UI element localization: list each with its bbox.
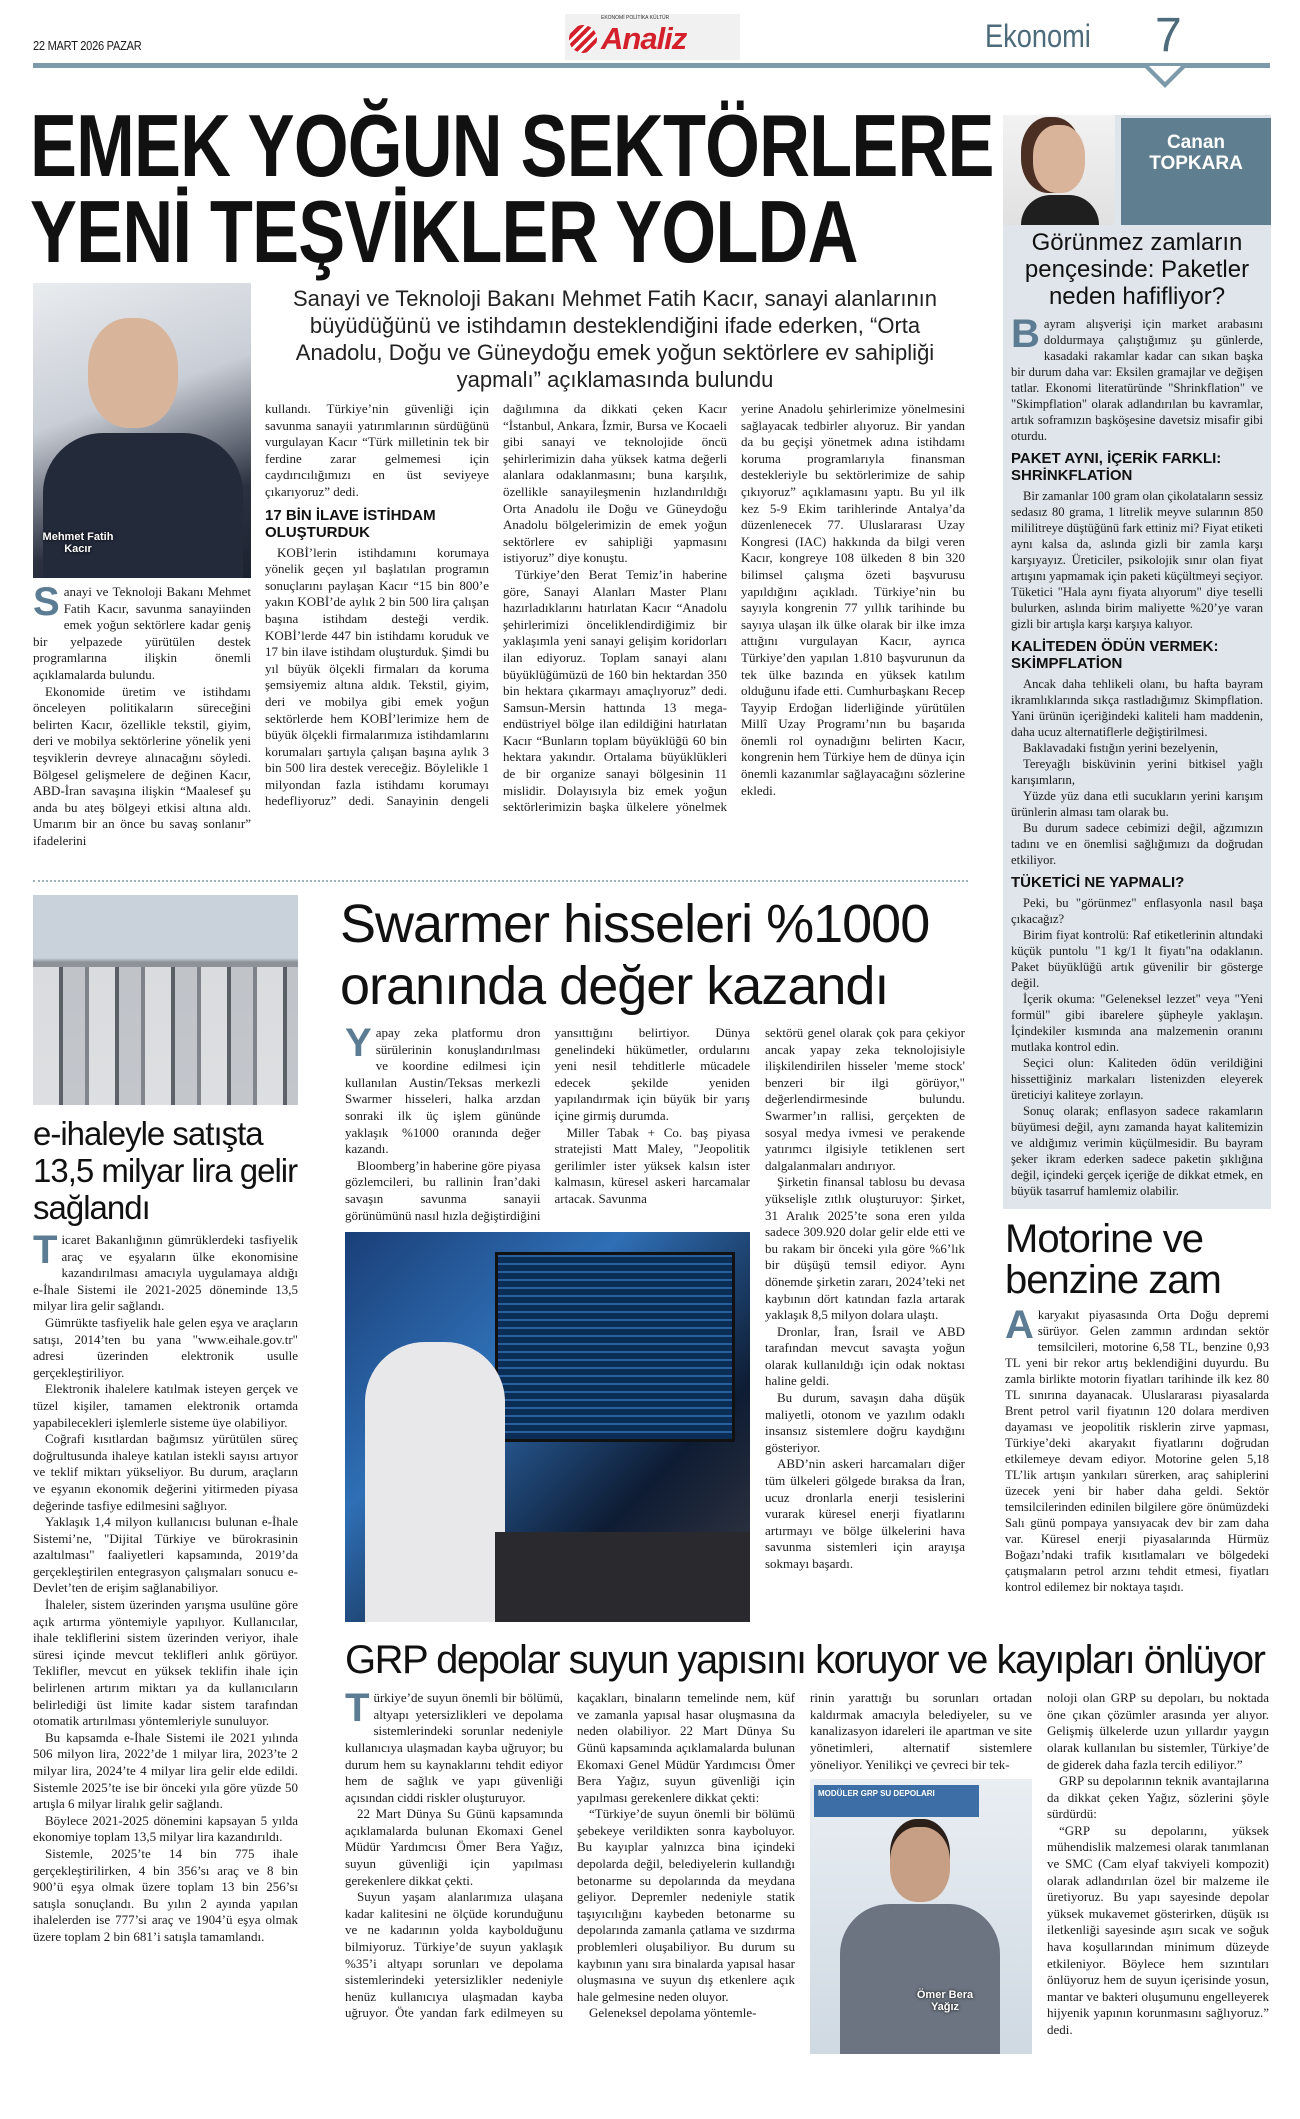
columnist-photo (1003, 115, 1115, 225)
paragraph: Geleneksel depolama yöntemle- (589, 2005, 757, 2021)
swarmer-body-top (345, 1021, 750, 1224)
issue-date: 22 MART 2026 PAZAR (33, 38, 142, 53)
logo-swirl-icon (569, 25, 597, 53)
subheading: KALİTEDEN ÖDÜN VERMEK: SKİMPFLATİON (1011, 638, 1219, 672)
columnist-face (1033, 125, 1085, 193)
paragraph: kullandı. Türkiye’nin güvenliği için savunma sanayii yatırımlarının sürdüğünü vurgulayan Kacır “Türk milletinin tek bir ferdine zarar gelmemesi için caydırıcılığımızı en üst seviyeye çıkarıyoruz” dedi. (265, 401, 489, 499)
portrait-suit (43, 433, 243, 578)
columnist-clothing (1021, 195, 1099, 225)
grp-middle (810, 1690, 1032, 2054)
paragraph: 22 Mart Dünya Su Günü kapsamında açıklamalarda bulunan Ekomaxi Genel Müdür Yardımcısı Ömer Bera Yağız, suyun güvenliği için yapılması gerekenlere dikkat çekti. (345, 1806, 563, 1888)
paragraph: Bloomberg’in haberine göre piyasa gözlemcileri, bu rallinin İran’daki savaşın savunma sanayii görünümünü nasıl hızla değiştirdiğini yansıttığını belirtiyor. Dünya genelindeki hükümetler, ordularını yeni nesil tehditlerle mücadele edecek şekilde yeniden yapılandırmak için büyük bir yarış içine girmiş durumda. (345, 1025, 750, 1223)
paragraph: “GRP su depolarını, yüksek mühendislik malzemesi olarak tanımlanan ve SMC (Cam elyaf takviyeli kompozit) olarak adlandırılan özel bir malzeme ile üretiyoruz. Bu yapı sayesinde depolar yüksek mukavemet gösterirken, düşük ısı iletkenliği sayesinde aşırı sıcak ve soğuk hava koşullarından minimum düzeyde etkileniyor. Böylece hem sızıntıları önlüyoruz hem de suyun içerisinde yosun, mantar ve bakteri oluşumunu engelleyerek hijyenik yapının korunmasını sağlıyoruz.” dedi. (1047, 1822, 1269, 2037)
section-name: Ekonomi (985, 18, 1091, 54)
swarmer-left (345, 1021, 750, 1622)
paragraph: Suyun yaşam alanlarımıza ulaşana kadar kalitesini ne ölçüde korunduğunu ve ne kadarının yolda kaybolduğunu bilmiyoruz. Türkiye’de suyun yaklaşık %35’i altyapı sorunları ve depolama sistemlerindeki yetersizlikler nedeniyle henüz kullanıcıya ulaşmadan kayba uğruyor. Öte yandan fark edilmeyen su kaçakları, binaların temelinde nem, küf ve zamanla yapısal hasar oluşmasına da neden olabiliyor. 22 Mart Dünya Su Günü kapsamında açıklamalarda bulunan Ekomaxi Genel Müdür Yardımcısı Ömer Bera Yağız, suyun güvenliği için yapılması gerekenlere dikkat çekti: (345, 1690, 795, 2021)
paragraph: sektörü genel olarak çok para çekiyor ancak yapay zeka teknolojisiyle ilişkilendirilen hisseler 'meme stock' benzeri bir ilgi görüyor," değerlendirmesinde bulundu. Swarmer’ın rallisi, gerçekten de sosyal medya ivmesi ve perakende yatırımcı ilgisiyle tetiklenen sert dalgalanmaları andırıyor. (765, 1025, 965, 1173)
paragraph: Ekonomide üretim ve istihdamı önceleyen politikaların süreceğini belirten Kacır, özellikle tekstil, giyim, deri ve mobilya sektörlerine yönelik yeni teşviklerin devreye alınacağını söyledi. Bölgesel gelişmelere de değinen Kacır, ABD-İran savaşına ilişkin “Maalesef şu anda bu ateş bölgeyi etkisi altına aldı. Umarım bir an önce bu savaş sonlanır” ifadelerini (33, 683, 251, 848)
parked-cars-photo (33, 895, 298, 1105)
paragraph: Birim fiyat kontrolü: Raf etiketlerinin altındaki küçük puntolu "1 kg/1 lt fiyatı"na odaklanın. Paket büyüklüğü artık güvenilir bir gösterge değil. (1011, 928, 1263, 990)
column-title: Görünmez zamların pençesinde: Paketler neden hafifliyor? (1024, 229, 1250, 310)
grp-body-right (1047, 1690, 1269, 2038)
ihale-article (33, 895, 298, 1946)
paragraph: Bu durum sadece cebimizi değil, ağzımızın tadını ve en önemlisi sağlığımızı da doğrudan etkiliyor. (1011, 821, 1263, 867)
paragraph: Dronlar, İran, İsrail ve ABD tarafından mevcut savaşta yoğun olarak kullanıldığı için odak noktası haline geldi. (765, 1323, 965, 1389)
paragraph: Baklavadaki fıstığın yerini bezelyenin, (1023, 741, 1219, 755)
swarmer-headline-line1: Swarmer hisseleri %1000 (340, 894, 930, 954)
paragraph: Yüzde yüz dana etli sucukların yerini karışım ürünlerin alması tam olarak bu. (1011, 789, 1263, 819)
minister-photo (33, 283, 251, 578)
trading-monitors (495, 1252, 735, 1442)
main-headline-line1: EMEK YOĞUN SEKTÖRLERE (30, 96, 994, 195)
paragraph: Türkiye’de suyun önemli bir bölümü, altyapı yetersizlikleri ve depolama sistemlerindeki sorunlar nedeniyle kullanıcıya ulaşmadan kayba uğruyor; bu durum hem su kaynaklarını tehdit ediyor hem de sağlık ve yapı güvenliği açısından ciddi riskler oluşturuyor. (345, 1686, 563, 1805)
ihale-headline: e-ihaleyle satışta 13,5 milyar lira gelir sağlandı (33, 1115, 298, 1226)
paragraph: Yapay zeka platformu dron sürülerinin konuşlandırılması ve koordine edilmesi için kullanılan Austin/Teksas merkezli Swarmer hisseleri, halka arzdan sonraki ilk üç işlem gününde yaklaşık %1000 oranında değer kazandı. (345, 1021, 541, 1157)
motorin-headline: Motorine ve benzine zam (1005, 1217, 1221, 1302)
grp-headline: GRP depolar suyun yapısını koruyor ve kayıpları önlüyor (345, 1638, 1265, 1683)
cars-rows (33, 967, 298, 1105)
swarmer-headline-line2: oranında değer kazandı (340, 956, 889, 1016)
paragraph: Bayram alışverişi için market arabasını doldurmaya çalıştığımız şu günlerde, kasadaki rakamlar kadar can sıkan başka bir durum daha var: Eksilen gramajlar ve değişen tatlar. Ekonomi literatüründe "Shrinkflation" ve "Skimpflation" olarak adlandırılan bu kavramlar, artık soframızın başköşesine davetsiz misafir gibi oturdu. (1011, 312, 1263, 443)
columnist-last-name: TOPKARA (1149, 153, 1243, 174)
paragraph: Akaryakıt piyasasında Orta Doğu depremi sürüyor. Gelen zammın ardından sektör temsilcileri, motorine 6,58 TL, benzine 0,93 TL yeni bir rekor artış beklendiğini duyurdu. Bu zamla birlikte motorin fiyatları tarihinde ilk kez 80 TL sınırına dayanacak. Uluslararası piyasalarda Brent petrol varil fiyatının 120 dolara merdiven dayaması ve jeopolitik risklerin zirve yapması, Türkiye’deki akaryakıt fiyatlarını doğrudan etkilemeye devam ediyor. Motorine gelen 5,18 TL’lik artışın yankıları sürerken, araç sahiplerini üzecek yeni bir haber daha geldi. Sektör temsilcilerinden edinilen bilgilere göre önümüzdeki Salı günü pompaya yansıyacak dev bir zam daha var. Küresel enerji piyasalarında Hürmüz Boğazı’ndaki trafik kısıtlamaları ve bölgedeki çatışmaların petrol arzını tehdit etmesi, fiyatları kontrol edilemez bir noktaya taşıdı. (1005, 1303, 1269, 1594)
main-left-column (33, 283, 251, 850)
paragraph: rinin yarattığı bu sorunları ortadan kaldırmak amacıyla belediyeler, su ve kanalizasyon idareleri ile apartman ve site yönetimleri, alternatif sistemlere yöneliyor. Yenilikçi ve çevreci bir tek- (810, 1690, 1032, 1772)
main-headline-line2: YENİ TEŞVİKLER YOLDA (30, 182, 858, 281)
portrait-face (88, 318, 178, 428)
header-notch-inner (1149, 66, 1181, 82)
paragraph: Sistemle, 2025’te 14 bin 775 ihale gerçekleştirilirken, 4 bin 356’sı araç ve 8 bin 900’ü eşya olmak üzere toplam 13 bin 256’sı satışla sonuçlandı. Bu yılın 2 ayında yapılan ihalelerden ise 777’si araç ve 1904’ü eşya olmak üzere toplam 2 bin 681’i satışla tamamlandı. (33, 1845, 298, 1944)
main-lead (33, 580, 251, 850)
paragraph: Tereyağlı bisküvinin yerini bitkisel yağlı karışımların, (1011, 757, 1263, 787)
paragraph: Türkiye’den Berat Temiz’in haberine göre, Sanayi Alanları Master Planı hazırladıklarını hatırlatan Kacır “Anadolu şehirlerimizi önceliklendirdiğimiz bir yaklaşımla yeni sanayi gelişim koridorları ilan ediyoruz. Toplam sanayi alanı büyüklüğümüzü de 160 bin hektardan 350 bin hektara çıkarmayı amaçlıyoruz” dedi. Samsun-Mersin hattında 13 mega-endüstriyel bölge ilan edildiğini hatırlatan Kacır “Bunların toplam büyüklüğü 60 bin hektara yakındır. Ortalama büyüklükleri de bir organize sanayi bölgesinin 11 mislidir. Dolayısıyla biz emek yoğun sektörlerimizin başka ülkelere yönelmek yerine Anadolu şehirlerimize yönelmesini sağlayacak tedbirler alıyoruz. Bir yandan da bu geçişi yönetmek adına istihdamı koruma programlarıyla finansman destekleriyle bu sektörlerimize de sahip çıkıyoruz” açıklamasını yaptı. Bu yıl ilk kez 5-9 Ekim tarihlerinde Antalya’da düzenlenecek 77. Uluslararası Uzay Kongresi (IAC) hakkında da bilgi veren Kacır, kongreye 108 ülkeden 8 bin 320 bilimsel çalışma özeti başvurusu yapıldığını açıkladı. Türkiye’nin bu sayıyla kongrenin 77 yıllık tarihinde bu sayıya ulaşan ilk ülke olarak bir ilke imza attığını vurgulayan Kacır, ayrıca Türkiye’den yapılan 1.810 başvurunun da tek ülke bazında en yüksek katılım olduğunu ifade etti. Cumhurbaşkanı Recep Tayyip Erdoğan liderliğinde yürütülen Millî Uzay Programı’nın bu başarıda önemli rol oynadığını belirten Kacır, kongrenin hem Türkiye hem de dünya için önemli kazanımlar sağlayacağını sözlerine ekledi. (503, 401, 965, 815)
trader-figure (365, 1342, 505, 1622)
paragraph: Bu kapsamda e-İhale Sistemi ile 2021 yılında 506 milyon lira, 2022’de 1 milyar lira, 2023’te 2 milyar lira, 2024’te 4 milyar lira gelir elde edildi. Sistemle 2025’te ise bir önceki yıla göre yüzde 50 artışla 6 milyar liralık gelir sağlandı. (33, 1729, 298, 1812)
paragraph: Şirketin finansal tablosu bu devasa yükselişle zıtlık oluşturuyor: Şirket, 31 Aralık 2025’te sona eren yılda sadece 309.920 dolar gelir elde etti ve bu rakam bir önceki yıla göre %6’lık bir düşüşü temsil ediyor. Aynı dönemde şirketin zararı, 2024’teki net kaybının dört katından fazla artarak yaklaşık 8,5 milyon dolara ulaştı. (765, 1174, 965, 1323)
grp-body-mid (810, 1690, 1032, 1773)
center-area (340, 893, 1272, 2054)
paragraph: Coğrafi kısıtlardan bağımsız yürütülen süreç doğrultusunda ihaleye katılan istekli sayısı artıyor ve teklif miktarı yükseliyor. Bu durum, araçların ve eşyanın ekonomik değerini yitirmeden piyasa değerinde tasfiye edilmesini sağlıyor. (33, 1431, 298, 1513)
keyboard-desk (495, 1532, 750, 1622)
grp-article (340, 1686, 1272, 2054)
yagiz-face (890, 1827, 950, 1902)
main-deck: Sanayi ve Teknoloji Bakanı Mehmet Fatih Kacır, sanayi alanlarının büyüdüğünü ve istihdamın desteklendiğini ifade ederken, “Orta Anadolu, Doğu ve Güneydoğu emek yoğun sektörlere ev sahipliği yapmalı” açıklamasında bulundu (292, 286, 938, 392)
subheading: TÜKETİCİ NE YAPMALI? (1011, 874, 1185, 891)
main-body (265, 401, 965, 816)
swarmer-headline (340, 893, 1272, 1017)
trader-photo (345, 1232, 750, 1622)
newspaper-logo[interactable] (565, 14, 740, 60)
photo-caption: Mehmet Fatih Kacır (42, 531, 114, 555)
columnist-name (1121, 118, 1271, 225)
paragraph: Bu durum, savaşın daha düşük maliyetli, otonom ve yazılım odaklı insansız sistemlere doğru kaydığını gösteriyor. (765, 1390, 965, 1455)
paragraph: Ancak daha tehlikeli olanı, bu hafta bayram ikramlıklarında sıkça rastladığımız Skimpflation. Yani ürünün içeriğindeki kaliteli ham maddenin, daha ucuz alternatiflerle değiştirilmesi. (1011, 677, 1263, 739)
paragraph: Ticaret Bakanlığının gümrüklerdeki tasfiyelik araç ve eşyaların ülke ekonomisine kazandırılması amacıyla uygulamaya aldığı e-İhale Sistemi ile 2021-2025 döneminde 13,5 milyar lira gelir sağlandı. (33, 1228, 298, 1314)
paragraph: Sonuç olarak; enflasyon sadece rakamların büyümesi değil, aynı zamanda hayat kalitemizin ve aldığımız verimin küçülmesidir. Bu bayram şeker ikram ederken sadece paketin şıklığına değil, içindeki gerçek içeriğe de dikkat etmek, en büyük tasarruf hamlemiz olabilir. (1011, 1104, 1263, 1198)
main-headline (30, 96, 994, 281)
photo-banner: MODÜLER GRP SU DEPOLARI (814, 1785, 979, 1817)
logo-text: Analiz (601, 21, 687, 56)
grp-body-left (345, 1686, 795, 2022)
swarmer-body-right (765, 1025, 965, 1573)
paragraph: Sanayi ve Teknoloji Bakanı Mehmet Fatih Kacır, savunma sanayiinden emek yoğun sektörlere kadar geniş bir yelpazede yürütülen destek programlarına ilişkin önemli açıklamalarda bulundu. (33, 580, 251, 682)
paragraph: KOBİ’lerin istihdamını korumaya yönelik geçen yıl başlatılan programın sonuçlarını paylaşan Kacır “15 bin 800’e yakın KOBİ’de aylık 2 bin 500 lira çalışan başına istihdam desteği verdik. KOBİ’lerde 447 bin istihdamı koruduk ve 17 bin ilave istihdam oluşturduk. Şimdi bu yıl büyük ölçekli firmaları da koruma şemsiyemiz altına aldık. Tekstil, giyim, deri ve mobilya gibi emek yoğun sektörlerde hem KOBİ’lerimize hem de büyük ölçekli firmalarımıza istihdamlarını korumaları şartıyla çalışan başına aylık 3 bin 500 lira destek vereceğiz. Böylelikle 1 milyondan fazla istihdamı korumayı hedefliyoruz” dedi. Sanayinin dengeli dağılımına da dikkati çeken Kacır “İstanbul, Ankara, İzmir, Bursa ve Kocaeli gibi sanayi ve teknolojide öncü şehirlerimizin daha yüksek katma değerli alanlara odaklanmasını; buna karşılık, özellikle sanayileşmenin hızlandırıldığı Orta Anadolu ile Doğu ve Güneydoğu Anadolu bölgelerimizin de emek yoğun sektörlere ev sahipliği yapmasını istiyoruz” diye konuştu. (265, 401, 727, 809)
columnist-header (1003, 115, 1271, 225)
photo-caption: Ömer Bera Yağız (916, 1989, 974, 2014)
subheading: 17 BİN İLAVE İSTİHDAM OLUŞTURDUK (265, 506, 436, 541)
paragraph: Peki, bu "görünmez" enflasyonla nasıl başa çıkacağız? (1011, 896, 1263, 926)
logo-tagline: EKONOMİ POLİTİKA KÜLTÜR (601, 15, 670, 21)
yagiz-suit (840, 1904, 1000, 2054)
main-right-area (265, 285, 965, 816)
swarmer-article (340, 1021, 965, 1622)
paragraph: Bir zamanlar 100 gram olan çikolataların sessiz sedasız 80 grama, 1 litrelik meyve sularının 850 mililitreye düştüğünü fark ettiniz mi? Fiyat etiketi aynı kalsa da, aslında gizli bir zamla karşı karşıyayız. Üreticiler, psikolojik sınır olan fiyat artışını yapmamak için paketi küçültmeyi seçiyor. Tüketici "Hala aynı fiyata alıyorum" diye teselli bulurken, aslında birim maliyette %20’ye varan gizli bir artışla karşı karşıya kalıyor. (1011, 489, 1263, 631)
paragraph: noloji olan GRP su depoları, bu noktada öne çıkan çözümler arasında yer alıyor. Gelişmiş ülkelerde uzun yıllardır yaygın olarak kullanılan bu sistemler, Türkiye’de de giderek daha fazla tercih ediliyor.” (1047, 1690, 1269, 1772)
header-rule (33, 63, 1270, 68)
paragraph: Böylece 2021-2025 dönemini kapsayan 5 yılda ekonomiye toplam 13,5 milyar lira kazandırıldı. (33, 1812, 298, 1845)
paragraph: İçerik okuma: "Geleneksel lezzet" veya "Yeni formül" gibi ibarelere şüpheyle yaklaşın. İçindekiler kısmında ana malzemenin oranını mutlaka kontrol edin. (1011, 992, 1263, 1054)
subheading: PAKET AYNI, İÇERİK FARKLI: SHRİNKFLATİON (1011, 450, 1222, 484)
paragraph: Elektronik ihalelere katılmak isteyen gerçek ve tüzel kişiler, tamamen elektronik ortamda yapabilecekleri işlemlerle sisteme üye olabiliyor. (33, 1381, 298, 1430)
paragraph: Seçici olun: Kaliteden ödün verildiğini hissettiğiniz markaları listenizden eleyerek üreticiyi kaliteye zorlayın. (1011, 1056, 1263, 1102)
paragraph: “Türkiye’de suyun önemli bir bölümü şebekeye verildikten sonra kayboluyor. Bu kayıplar yalnızca bina içindeki depolarda değil, belediyelerin kullandığı betonarme su depolarında da meydana geliyor. Depremler nedeniyle statik taşıyıcılığını kaybeden betonarme su depolarında zamanla çatlama ve sızdırma problemleri oluşabiliyor. Bu durum su kaybının yanı sıra binalarda yapısal hasar oluşmasına ve suyun dış etkenlere açık hale gelmesine neden oluyor. (577, 1806, 795, 2004)
paragraph: ABD’nin askeri harcamaları diğer tüm ülkeleri gölgede bıraksa da İran, ucuz dronlarla enerji tesislerini vurarak küresel enerji fiyatlarını artırmayı ve bölge ülkelerini hava savunma sistemleri için arayışa sokmayı başardı. (765, 1456, 965, 1571)
columnist-first-name: Canan (1166, 132, 1226, 153)
paragraph: İhaleler, sistem üzerinden yarışma usulüne göre açık artırma yöntemiyle yapılıyor. Kullanıcılar, ihale tekliflerini sistem üzerinden veriyor, ihale süresi içinde mevcut teklifleri anlık görüyor. Teklifler, mevcut en yüksek teklifin ihale için belirlenen artırım miktarı ya da kullanıcıların belirlediği üst limite kadar sistem tarafından otomatik artırılması yöntemleriyle sunuluyor. (33, 1597, 298, 1729)
paragraph: Miller Tabak + Co. baş piyasa stratejisti Matt Maley, "Jeopolitik gerilimler ister yüksek kalsın ister kalmasın, küresel askeri harcamalar artacak. Savunma (554, 1124, 750, 1206)
page-number: 7 (1155, 9, 1182, 62)
paragraph: Yaklaşık 1,4 milyon kullanıcısı bulunan e-İhale Sistemi’ne, "Dijital Türkiye ve bürokrasinin azaltılması" faaliyetleri kapsamında, 2019’da gerçekleştirilen entegrasyon çalışmaları sonucu e-Devlet’ten de erişim sağlanabiliyor. (33, 1514, 298, 1596)
divider (33, 880, 968, 882)
paragraph: Gümrükte tasfiyelik hale gelen eşya ve araçların satışı, 2014’ten bu yana "www.eihale.gov.tr" adresi üzerinden elektronik usulle gerçekleştiriliyor. (33, 1314, 298, 1380)
paragraph: GRP su depolarının teknik avantajlarına da dikkat çeken Yağız, sözlerini şöyle sürdürdü: (1047, 1773, 1269, 1822)
ihale-body (33, 1228, 298, 1946)
yagiz-photo (810, 1779, 1032, 2054)
